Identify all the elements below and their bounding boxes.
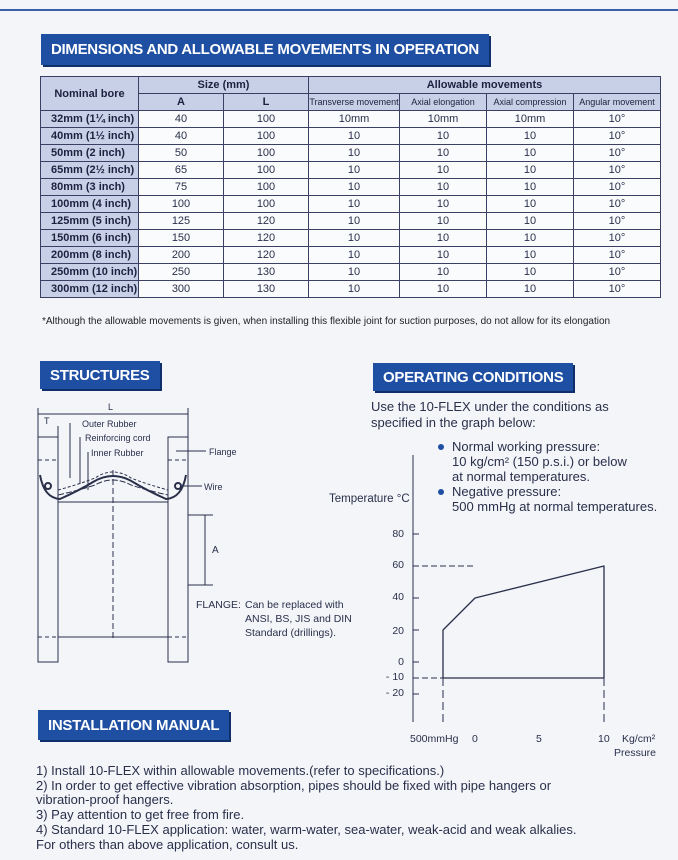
dimensions-footnote: *Although the allowable movements is given, when installing this flexible joint for suction purposes, do not allow for its elongation xyxy=(42,316,611,327)
cell-axial-elongation: 10 xyxy=(400,145,487,162)
cell-transverse: 10 xyxy=(309,281,400,298)
cell-bore: 50mm (2 inch) xyxy=(41,145,139,162)
cell-size-l: 130 xyxy=(224,281,309,298)
cell-transverse: 10 xyxy=(309,196,400,213)
install-item-4-line-1: 4) Standard 10-FLEX application: water, warm-water, sea-water, weak-acid and weak alkalies. xyxy=(36,822,577,837)
header-l: L xyxy=(224,94,309,111)
y-tick-minus-10: - 10 xyxy=(385,671,404,683)
cell-transverse: 10 xyxy=(309,230,400,247)
cell-bore: 200mm (8 inch) xyxy=(41,247,139,264)
x-axis-label: Pressure xyxy=(614,747,657,759)
header-axial-compression: Axial compression xyxy=(487,94,574,111)
cell-axial-elongation: 10mm xyxy=(400,111,487,128)
cell-axial-elongation: 10 xyxy=(400,230,487,247)
bullet-1-line-2: 10 kg/cm² (150 p.s.i.) or below xyxy=(452,454,627,469)
cell-size-l: 100 xyxy=(224,111,309,128)
header-nominal-bore: Nominal bore xyxy=(41,77,139,111)
label-wire: Wire xyxy=(204,482,223,492)
y-tick-minus-20: - 20 xyxy=(385,687,404,699)
cell-transverse: 10 xyxy=(309,213,400,230)
cell-size-l: 100 xyxy=(224,196,309,213)
cell-transverse: 10 xyxy=(309,162,400,179)
cell-axial-elongation: 10 xyxy=(400,281,487,298)
bullet-2-line-1: Negative pressure: xyxy=(452,484,562,499)
label-L: L xyxy=(108,402,114,412)
cell-size-a: 40 xyxy=(139,128,224,145)
y-tick-0: 0 xyxy=(398,656,404,668)
cell-angular: 10° xyxy=(574,213,661,230)
intro-line-2: specified in the graph below: xyxy=(371,415,536,430)
header-transverse: Transverse movement xyxy=(309,94,400,111)
cell-axial-compression: 10 xyxy=(487,264,574,281)
cell-bore: 80mm (3 inch) xyxy=(41,179,139,196)
cell-size-a: 65 xyxy=(139,162,224,179)
cell-size-a: 75 xyxy=(139,179,224,196)
cell-axial-elongation: 10 xyxy=(400,179,487,196)
x-tick-5: 5 xyxy=(536,733,542,745)
label-A: A xyxy=(212,545,219,556)
install-item-1: 1) Install 10-FLEX within allowable movements.(refer to specifications.) xyxy=(36,763,445,778)
cell-angular: 10° xyxy=(574,281,661,298)
install-item-3: 3) Pay attention to get free from fire. xyxy=(36,807,245,822)
cell-axial-elongation: 10 xyxy=(400,213,487,230)
label-reinforcing-cord: Reinforcing cord xyxy=(85,433,151,443)
cell-bore: 32mm (1¼ inch) xyxy=(41,111,139,128)
cell-axial-compression: 10 xyxy=(487,162,574,179)
header-a: A xyxy=(139,94,224,111)
structures-banner: STRUCTURES xyxy=(40,361,160,389)
operating-region xyxy=(443,566,604,678)
cell-axial-compression: 10 xyxy=(487,145,574,162)
dimensions-banner: DIMENSIONS AND ALLOWABLE MOVEMENTS IN OPERATION xyxy=(41,34,489,65)
bullet-1-line-3: at normal temperatures. xyxy=(452,469,591,484)
y-tick-60: 60 xyxy=(392,559,404,571)
cell-size-l: 120 xyxy=(224,230,309,247)
flange-note-line-2: ANSI, BS, JIS and DIN xyxy=(245,613,352,625)
label-T: T xyxy=(44,416,50,426)
header-allowable: Allowable movements xyxy=(309,77,661,94)
x-tick-0: 0 xyxy=(472,733,478,745)
cell-transverse: 10 xyxy=(309,179,400,196)
cell-axial-compression: 10 xyxy=(487,179,574,196)
intro-line-1: Use the 10-FLEX under the conditions as xyxy=(371,399,609,414)
cell-angular: 10° xyxy=(574,179,661,196)
x-axis-unit: Kg/cm² xyxy=(622,733,656,745)
cell-size-l: 100 xyxy=(224,145,309,162)
header-axial-elongation: Axial elongation xyxy=(400,94,487,111)
cell-bore: 250mm (10 inch) xyxy=(41,264,139,281)
cell-angular: 10° xyxy=(574,145,661,162)
flange-note-title: FLANGE: xyxy=(196,599,241,611)
header-size: Size (mm) xyxy=(139,77,309,94)
cell-size-l: 120 xyxy=(224,247,309,264)
cell-angular: 10° xyxy=(574,247,661,264)
cell-size-a: 125 xyxy=(139,213,224,230)
cell-bore: 125mm (5 inch) xyxy=(41,213,139,230)
cell-axial-compression: 10 xyxy=(487,128,574,145)
chart-y-label: Temperature °C xyxy=(329,493,410,505)
bullet-2-line-2: 500 mmHg at normal temperatures. xyxy=(452,499,658,514)
header-angular: Angular movement xyxy=(574,94,661,111)
cell-transverse: 10mm xyxy=(309,111,400,128)
cell-axial-compression: 10 xyxy=(487,230,574,247)
cell-axial-compression: 10 xyxy=(487,213,574,230)
installation-banner: INSTALLATION MANUAL xyxy=(38,710,229,740)
cell-angular: 10° xyxy=(574,230,661,247)
label-flange: Flange xyxy=(209,447,237,457)
cell-angular: 10° xyxy=(574,111,661,128)
y-tick-20: 20 xyxy=(392,625,404,637)
cell-bore: 40mm (1½ inch) xyxy=(41,128,139,145)
cell-bore: 100mm (4 inch) xyxy=(41,196,139,213)
operating-conditions-banner: OPERATING CONDITIONS xyxy=(373,363,573,391)
label-outer-rubber: Outer Rubber xyxy=(82,419,137,429)
cell-size-a: 50 xyxy=(139,145,224,162)
cell-axial-compression: 10mm xyxy=(487,111,574,128)
cell-size-a: 200 xyxy=(139,247,224,264)
cell-size-l: 100 xyxy=(224,179,309,196)
y-tick-80: 80 xyxy=(392,528,404,540)
cell-angular: 10° xyxy=(574,264,661,281)
cell-size-l: 130 xyxy=(224,264,309,281)
cell-size-l: 100 xyxy=(224,128,309,145)
y-tick-40: 40 xyxy=(392,591,404,603)
cell-size-a: 150 xyxy=(139,230,224,247)
install-item-2-line-2: vibration-proof hangers. xyxy=(36,792,174,807)
cell-bore: 300mm (12 inch) xyxy=(41,281,139,298)
cell-size-l: 100 xyxy=(224,162,309,179)
cell-axial-elongation: 10 xyxy=(400,196,487,213)
cell-transverse: 10 xyxy=(309,247,400,264)
cell-axial-elongation: 10 xyxy=(400,264,487,281)
install-item-2-line-1: 2) In order to get effective vibration absorption, pipes should be fixed with pipe hangers or xyxy=(36,778,552,793)
cell-axial-compression: 10 xyxy=(487,281,574,298)
x-tick-500mmhg: 500mmHg xyxy=(410,733,459,745)
cell-transverse: 10 xyxy=(309,145,400,162)
cell-angular: 10° xyxy=(574,162,661,179)
flange-note-line-3: Standard (drillings). xyxy=(245,627,337,639)
cell-bore: 150mm (6 inch) xyxy=(41,230,139,247)
cell-axial-elongation: 10 xyxy=(400,247,487,264)
bullet-1-line-1: Normal working pressure: xyxy=(452,439,601,454)
cell-axial-compression: 10 xyxy=(487,247,574,264)
install-item-4-line-2: For others than above application, consult us. xyxy=(36,837,299,852)
cell-size-a: 250 xyxy=(139,264,224,281)
cell-size-a: 40 xyxy=(139,111,224,128)
cell-angular: 10° xyxy=(574,128,661,145)
cell-size-a: 100 xyxy=(139,196,224,213)
cell-size-l: 120 xyxy=(224,213,309,230)
cell-bore: 65mm (2½ inch) xyxy=(41,162,139,179)
cell-angular: 10° xyxy=(574,196,661,213)
label-inner-rubber: Inner Rubber xyxy=(91,448,144,458)
cell-transverse: 10 xyxy=(309,128,400,145)
cell-axial-elongation: 10 xyxy=(400,162,487,179)
flange-note-line-1: Can be replaced with xyxy=(245,599,344,611)
cell-size-a: 300 xyxy=(139,281,224,298)
cell-transverse: 10 xyxy=(309,264,400,281)
cell-axial-elongation: 10 xyxy=(400,128,487,145)
cell-axial-compression: 10 xyxy=(487,196,574,213)
x-tick-10: 10 xyxy=(598,733,610,745)
